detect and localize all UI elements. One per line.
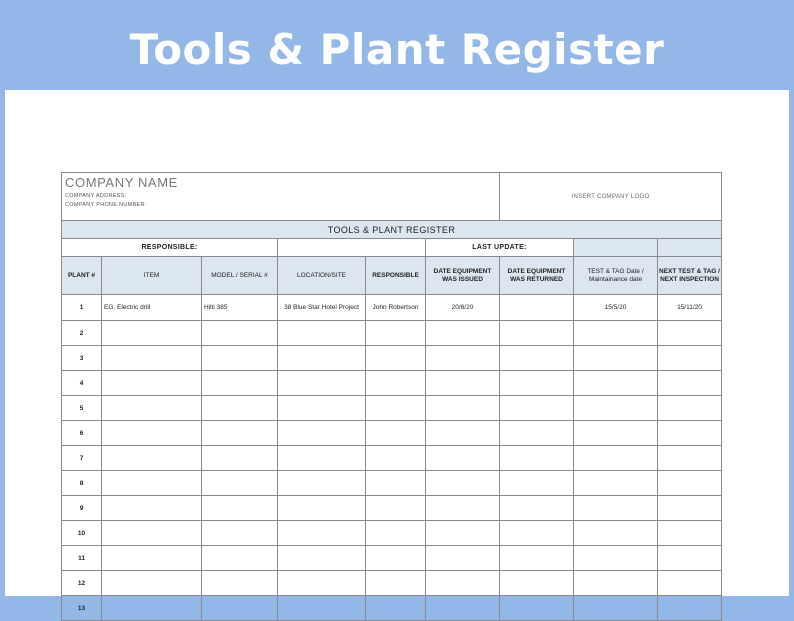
date-returned-cell[interactable]	[500, 295, 574, 321]
location-cell[interactable]	[278, 346, 366, 371]
model-cell[interactable]	[202, 471, 278, 496]
model-cell[interactable]	[202, 571, 278, 596]
date-issued-cell[interactable]	[426, 371, 500, 396]
last-update-label: LAST UPDATE:	[426, 239, 574, 257]
model-cell[interactable]	[202, 596, 278, 621]
responsible-field[interactable]	[278, 239, 426, 257]
date-issued-cell[interactable]	[426, 421, 500, 446]
date-returned-cell[interactable]	[500, 371, 574, 396]
table-row	[62, 396, 722, 421]
next-inspection-cell[interactable]: 15/11/20	[658, 295, 722, 321]
item-cell[interactable]	[102, 346, 202, 371]
col-header-location: LOCATION/SITE	[278, 257, 366, 295]
next-inspection-cell[interactable]	[658, 471, 722, 496]
table-row	[62, 421, 722, 446]
location-cell[interactable]	[278, 321, 366, 346]
table-row	[62, 471, 722, 496]
plant-number-cell: 10	[62, 521, 102, 546]
company-header-row	[62, 173, 722, 221]
date-returned-cell[interactable]	[500, 596, 574, 621]
date-issued-cell[interactable]	[426, 396, 500, 421]
register-title-row	[62, 221, 722, 239]
date-issued-cell[interactable]	[426, 571, 500, 596]
banner	[0, 0, 794, 90]
next-inspection-cell[interactable]	[658, 371, 722, 396]
model-cell[interactable]	[202, 421, 278, 446]
item-cell[interactable]	[102, 471, 202, 496]
register-title: TOOLS & PLANT REGISTER	[62, 221, 722, 239]
item-cell[interactable]	[102, 521, 202, 546]
date-issued-cell[interactable]	[426, 596, 500, 621]
location-cell[interactable]	[278, 471, 366, 496]
col-header-item: ITEM	[102, 257, 202, 295]
date-issued-cell[interactable]	[426, 321, 500, 346]
next-inspection-cell[interactable]	[658, 571, 722, 596]
model-cell[interactable]: Hilti 385	[202, 295, 278, 321]
col-header-next: NEXT TEST & TAG / NEXT INSPECTION	[658, 257, 722, 295]
model-cell[interactable]	[202, 396, 278, 421]
table-row	[62, 596, 722, 621]
table-row	[62, 546, 722, 571]
meta-row	[62, 239, 722, 257]
date-issued-cell[interactable]: 20/6/20	[426, 295, 500, 321]
model-cell[interactable]	[202, 346, 278, 371]
test-date-cell[interactable]	[574, 396, 658, 421]
column-header-row	[62, 257, 722, 295]
plant-number-cell: 7	[62, 446, 102, 471]
plant-number-cell: 3	[62, 346, 102, 371]
test-date-cell[interactable]	[574, 471, 658, 496]
item-cell[interactable]	[102, 596, 202, 621]
responsible-cell[interactable]	[366, 521, 426, 546]
table-row	[62, 571, 722, 596]
plant-number-cell: 9	[62, 496, 102, 521]
company-phone-label[interactable]: COMPANY PHONE NUMBER:	[65, 202, 147, 208]
responsible-cell[interactable]	[366, 471, 426, 496]
date-issued-cell[interactable]	[426, 521, 500, 546]
test-date-cell[interactable]	[574, 346, 658, 371]
test-date-cell[interactable]: 15/5/20	[574, 295, 658, 321]
plant-number-cell: 4	[62, 371, 102, 396]
plant-number-cell: 8	[62, 471, 102, 496]
item-cell[interactable]: EG. Electric drill	[102, 295, 202, 321]
item-cell[interactable]	[102, 396, 202, 421]
responsible-cell[interactable]	[366, 421, 426, 446]
responsible-cell[interactable]	[366, 371, 426, 396]
table-row	[62, 371, 722, 396]
responsible-cell[interactable]	[366, 346, 426, 371]
item-cell[interactable]	[102, 571, 202, 596]
test-date-cell[interactable]	[574, 371, 658, 396]
responsible-cell[interactable]	[366, 446, 426, 471]
test-date-cell[interactable]	[574, 496, 658, 521]
responsible-cell[interactable]	[366, 546, 426, 571]
next-inspection-cell[interactable]	[658, 321, 722, 346]
model-cell[interactable]	[202, 521, 278, 546]
next-inspection-cell[interactable]	[658, 521, 722, 546]
responsible-label: RESPONSIBLE:	[62, 239, 278, 257]
company-logo-placeholder[interactable]: INSERT COMPANY LOGO	[500, 173, 722, 221]
next-inspection-cell[interactable]	[658, 446, 722, 471]
plant-number-cell: 1	[62, 295, 102, 321]
responsible-cell[interactable]	[366, 321, 426, 346]
plant-number-cell: 5	[62, 396, 102, 421]
col-header-responsible: RESPONSIBLE	[366, 257, 426, 295]
location-cell[interactable]	[278, 371, 366, 396]
table-row	[62, 496, 722, 521]
location-cell[interactable]: 38 Blue Star Hotel Project	[278, 295, 366, 321]
location-cell[interactable]	[278, 571, 366, 596]
next-inspection-cell[interactable]	[658, 346, 722, 371]
col-header-model: MODEL / SERIAL #	[202, 257, 278, 295]
last-update-field[interactable]	[574, 239, 658, 257]
company-address-label[interactable]: COMPANY ADDRESS:	[65, 193, 127, 199]
test-date-cell[interactable]	[574, 446, 658, 471]
date-returned-cell[interactable]	[500, 321, 574, 346]
item-cell[interactable]	[102, 546, 202, 571]
plant-number-cell: 13	[62, 596, 102, 621]
responsible-cell[interactable]	[366, 396, 426, 421]
company-info	[62, 173, 500, 221]
model-cell[interactable]	[202, 321, 278, 346]
date-returned-cell[interactable]	[500, 471, 574, 496]
next-inspection-cell[interactable]	[658, 421, 722, 446]
col-header-returned: DATE EQUIPMENT WAS RETURNED	[500, 257, 574, 295]
col-header-plant: PLANT #	[62, 257, 102, 295]
date-issued-cell[interactable]	[426, 446, 500, 471]
date-returned-cell[interactable]	[500, 571, 574, 596]
register-table	[61, 172, 722, 621]
date-returned-cell[interactable]	[500, 521, 574, 546]
date-returned-cell[interactable]	[500, 346, 574, 371]
plant-number-cell: 6	[62, 421, 102, 446]
location-cell[interactable]	[278, 446, 366, 471]
date-issued-cell[interactable]	[426, 346, 500, 371]
model-cell[interactable]	[202, 446, 278, 471]
next-inspection-cell[interactable]	[658, 396, 722, 421]
model-cell[interactable]	[202, 546, 278, 571]
table-row	[62, 446, 722, 471]
date-returned-cell[interactable]	[500, 446, 574, 471]
responsible-cell[interactable]: John Robertson	[366, 295, 426, 321]
responsible-cell[interactable]	[366, 496, 426, 521]
col-header-test: TEST & TAG Date / Maintainance date	[574, 257, 658, 295]
plant-number-cell: 12	[62, 571, 102, 596]
next-inspection-cell[interactable]	[658, 596, 722, 621]
table-row	[62, 321, 722, 346]
date-issued-cell[interactable]	[426, 546, 500, 571]
item-cell[interactable]	[102, 371, 202, 396]
table-row	[62, 521, 722, 546]
date-returned-cell[interactable]	[500, 421, 574, 446]
location-cell[interactable]	[278, 421, 366, 446]
col-header-issued: DATE EQUIPMENT WAS ISSUED	[426, 257, 500, 295]
item-cell[interactable]	[102, 321, 202, 346]
table-row	[62, 295, 722, 321]
model-cell[interactable]	[202, 496, 278, 521]
test-date-cell[interactable]	[574, 546, 658, 571]
responsible-cell[interactable]	[366, 596, 426, 621]
company-name[interactable]: COMPANY NAME	[65, 175, 178, 190]
model-cell[interactable]	[202, 371, 278, 396]
date-returned-cell[interactable]	[500, 396, 574, 421]
responsible-cell[interactable]	[366, 571, 426, 596]
item-cell[interactable]	[102, 496, 202, 521]
location-cell[interactable]	[278, 521, 366, 546]
date-issued-cell[interactable]	[426, 471, 500, 496]
location-cell[interactable]	[278, 396, 366, 421]
test-date-cell[interactable]	[574, 596, 658, 621]
table-row	[62, 346, 722, 371]
item-cell[interactable]	[102, 421, 202, 446]
test-date-cell[interactable]	[574, 421, 658, 446]
test-date-cell[interactable]	[574, 321, 658, 346]
location-cell[interactable]	[278, 596, 366, 621]
date-returned-cell[interactable]	[500, 546, 574, 571]
next-inspection-cell[interactable]	[658, 546, 722, 571]
item-cell[interactable]	[102, 446, 202, 471]
test-date-cell[interactable]	[574, 521, 658, 546]
location-cell[interactable]	[278, 546, 366, 571]
plant-number-cell: 2	[62, 321, 102, 346]
test-date-cell[interactable]	[574, 571, 658, 596]
next-inspection-cell[interactable]	[658, 496, 722, 521]
date-returned-cell[interactable]	[500, 496, 574, 521]
meta-blank-cell	[658, 239, 722, 257]
plant-number-cell: 11	[62, 546, 102, 571]
date-issued-cell[interactable]	[426, 496, 500, 521]
register-sheet	[5, 90, 789, 612]
location-cell[interactable]	[278, 496, 366, 521]
banner-title: Tools & Plant Register	[129, 25, 665, 74]
